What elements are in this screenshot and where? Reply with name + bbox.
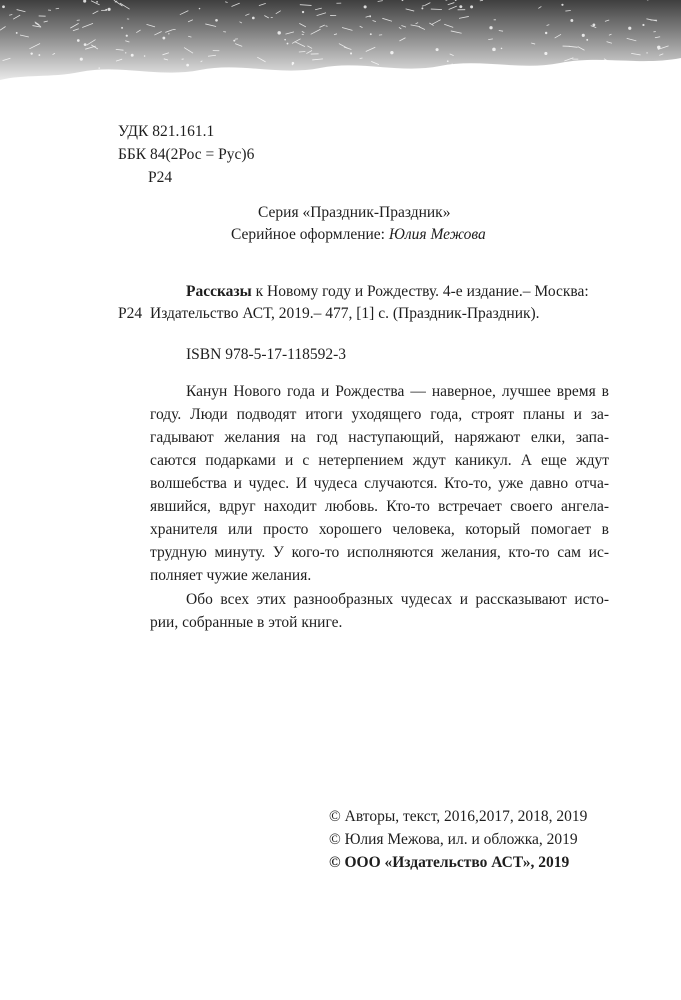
annotation-line: Обо всех этих разнообразных чудесах и рассказывают исто- <box>186 591 609 608</box>
annotation-line: полняет чужие желания. <box>150 567 312 584</box>
design-label: Серийное оформление: <box>231 226 389 243</box>
author-sign: Р24 <box>148 169 173 186</box>
annotation-line: хранителя или просто хорошего человека, который помогает в <box>150 521 609 538</box>
design-author: Юлия Межова <box>388 226 486 243</box>
record-sign: Р24 <box>118 305 143 322</box>
annotation-line: волшебства и чудес. И чудеса случаются. Кто-то, уже давно отча- <box>150 475 609 492</box>
annotation-line: Канун Нового года и Рождества — наверное, лучшее время в <box>186 383 609 400</box>
series-line: Серия «Праздник-Праздник» <box>258 204 451 221</box>
bbk-code: ББК 84(2Рос = Рус)6 <box>118 146 255 163</box>
copyright-illustrator: © Юлия Межова, ил. и обложка, 2019 <box>329 831 578 848</box>
record-line-2: Издательство АСТ, 2019.– 477, [1] с. (Праздник-Праздник). <box>150 305 540 322</box>
annotation-line: рии, собранные в этой книге. <box>150 614 343 631</box>
record-title: Рассказы <box>186 283 252 300</box>
record-line-1 <box>186 280 589 303</box>
annotation-line: явшийся, вдруг находит любовь. Кто-то встречает своего ангела- <box>150 498 609 515</box>
annotation-line: году. Люди подводят итоги уходящего года, строят планы и за- <box>150 406 609 423</box>
series-design-line <box>231 223 486 246</box>
annotation-line: трудную минуту. У кого-то исполняются желания, кто-то сам ис- <box>150 544 609 561</box>
copyright-authors: © Авторы, текст, 2016,2017, 2018, 2019 <box>329 808 588 825</box>
copyright-publisher: © ООО «Издательство АСТ», 2019 <box>329 854 570 871</box>
annotation-line: саются подарками и с нетерпением ждут каникул. А еще ждут <box>150 452 609 469</box>
record-line-1-rest: к Новому году и Рождеству. 4-е издание.– Москва: <box>251 283 589 300</box>
annotation-line: гадывают желания на год наступающий, наряжают елки, запа- <box>150 429 609 446</box>
isbn: ISBN 978-5-17-118592-3 <box>186 346 347 363</box>
udk-code: УДК 821.161.1 <box>118 123 215 140</box>
